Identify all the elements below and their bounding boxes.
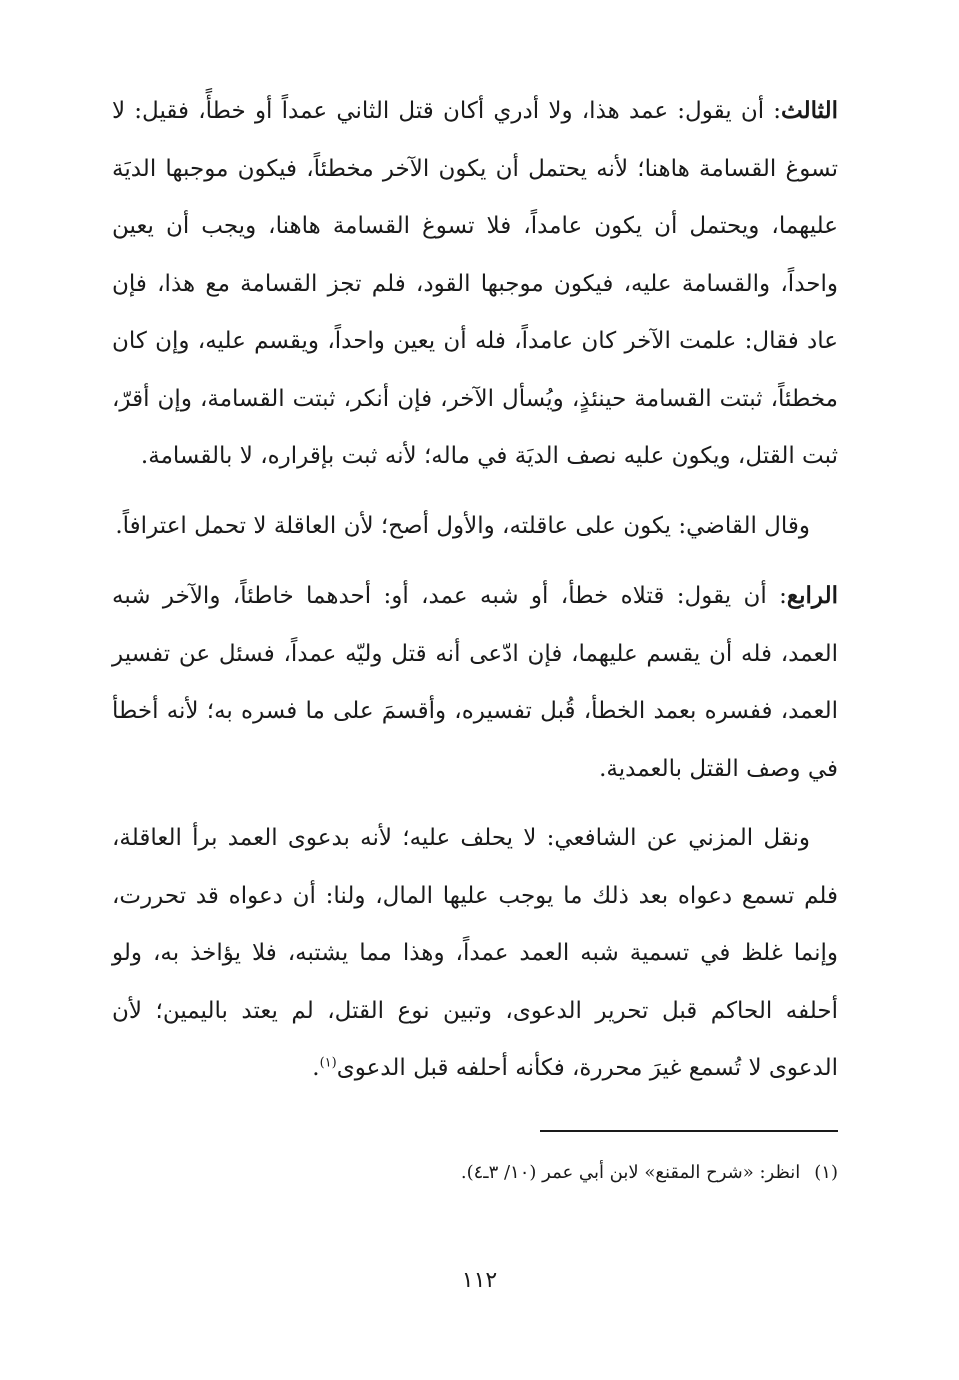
main-text (112, 82, 838, 1098)
paragraph-third-case (112, 82, 838, 486)
paragraph-text: ونقل المزني عن الشافعي: لا يحلف عليه؛ لأنه بدعوى العمد برأ العاقلة، فلم تسمع دعواه بعد ذلك ما يوجب عليها المال، ولنا: أن دعواه قد تحررت، وإنما غلظ في تسمية شبه العمد عمداً، وهذا مما يشتبه، فلا يؤاخذ به، ولو أحلفه الحاكم قبل تحرير الدعوى، وتبين نوع القتل، لم يعتد باليمين؛ لأن الدعوى لا تُسمع غيرَ محررة، فكأنه أحلفه قبل الدعوى (112, 825, 838, 1081)
footnote (300, 1158, 838, 1188)
paragraph-text: : أن يقول: قتلاه خطأ، أو شبه عمد، أو: أحدهما خاطئاً، والآخر شبه العمد، فله أن يقسم عليهما، فإن ادّعى أنه قتل وليّه عمداً، فسئل عن تفسير العمد، ففسره بعمد الخطأ، قُبل تفسيره، وأقسمَ على ما فسره به؛ لأنه أخطأ في وصف القتل بالعمدية. (112, 583, 838, 782)
footnote-divider (540, 1130, 838, 1132)
section-lead-third: الثالث (781, 97, 838, 124)
paragraph-text: : أن يقول: عمد هذا، ولا أدري أكان قتل الثاني عمداً أو خطأً، فقيل: لا تسوغ القسامة هاهنا؛ لأنه يحتمل أن يكون الآخر مخطئاً، فيكون موجبها الديَة عليهما، ويحتمل أن يكون عامداً، فلا تسوغ القسامة هاهنا، ويجب أن يعين واحداً، والقسامة عليه، فيكون موجبها القود، فلم تجز القسامة مع هذا، فإن عاد فقال: علمت الآخر كان عامداً، فله أن يعين واحداً، ويقسم عليه، وإن كان مخطئاً، ثبتت القسامة حينئذٍ، ويُسأل الآخر، فإن أنكر، ثبتت القسامة، وإن أقرّ، ثبت القتل، ويكون عليه نصف الديَة في ماله؛ لأنه ثبت بإقراره، لا بالقسامة. (112, 98, 838, 469)
page-number: ١١٢ (461, 1268, 498, 1293)
paragraph-qadi-opinion (112, 498, 838, 556)
footnote-reference[interactable]: (١) (319, 1055, 337, 1071)
footnote-number: (١) (814, 1162, 838, 1183)
paragraph-text: وقال القاضي: يكون على عاقلته، والأول أصح؛ لأن العاقلة لا تحمل اعترافاً. (115, 512, 810, 539)
paragraph-tail: . (312, 1055, 320, 1081)
paragraph-muzani-report (112, 810, 838, 1098)
footnote-text: انظر: «شرح المقنع» لابن أبي عمر (١٠/ ٣ـ٤). (460, 1162, 801, 1183)
paragraph-fourth-case (112, 567, 838, 798)
section-lead-fourth: الرابع (786, 582, 838, 609)
